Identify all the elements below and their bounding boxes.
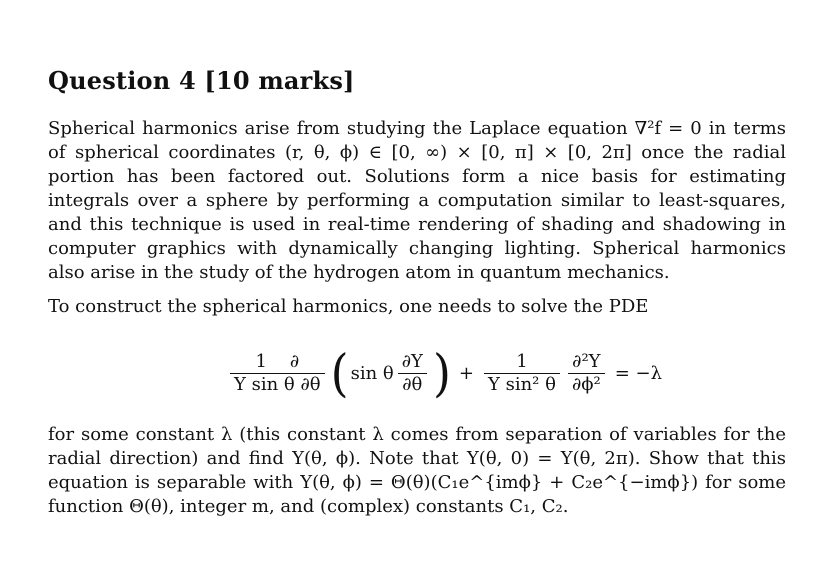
sin-theta-factor: sin θ (350, 362, 394, 384)
pde-equation (48, 333, 786, 413)
left-paren: ( (330, 343, 349, 403)
equation-rhs: = −λ (614, 362, 663, 384)
frac-d2y-dphi2-den: ∂ϕ² (571, 373, 601, 395)
frac-d2y-dphi2 (568, 351, 605, 396)
frac-one-over-ysin2 (484, 351, 560, 396)
frac-dy-dtheta-den: ∂θ (402, 373, 423, 395)
frac-one-over-ysin2-num: 1 (516, 350, 528, 372)
frac-dy-dtheta-num: ∂Y (401, 350, 423, 372)
question-block (48, 66, 786, 529)
task-paragraph: for some constant λ (this constant λ comes from separation of variables for the radial direction) and find Y(θ, ϕ). Note that Y(θ, 0) = Y(θ, 2π). Show that this equation is separable with Y(θ, ϕ) = Θ(θ)(C₁e^{imϕ} + C₂e^{−imϕ}) for some function Θ(θ), integer m, and (complex) constants C₁, C₂. (48, 424, 786, 517)
frac-dy-dtheta (398, 351, 427, 396)
plus-sign: + (458, 362, 474, 384)
frac1-num-partial: ∂ (289, 350, 300, 372)
frac1-num-text: 1 (255, 350, 267, 372)
pde-lead-paragraph: To construct the spherical harmonics, one needs to solve the PDE (48, 296, 649, 317)
right-paren: ) (432, 343, 451, 403)
frac-one-over-ysin (230, 351, 325, 396)
frac-one-over-ysin2-den: Y sin² θ (487, 373, 556, 395)
intro-paragraph: Spherical harmonics arise from studying the Laplace equation ∇²f = 0 in terms of spherical coordinates (r, θ, ϕ) ∈ [0, ∞) × [0, π] × [0, 2π] once the radial portion has been factored out. Solutions form a nice basis for estimating integrals over a sphere by performing a computation similar to least-squares, and this technique is used in real-time rendering of shading and shadowing in computer graphics with dynamically changing lighting. Spherical harmonics also arise in the study of the hydrogen atom in quantum mechanics. (48, 118, 786, 283)
frac-d2y-dphi2-num: ∂²Y (572, 350, 601, 372)
pde-equation-body (226, 341, 668, 405)
frac-one-over-ysin-num (251, 351, 303, 373)
frac-one-over-ysin-den: Y sin θ ∂θ (234, 373, 321, 395)
question-heading: Question 4 [10 marks] (48, 66, 355, 95)
